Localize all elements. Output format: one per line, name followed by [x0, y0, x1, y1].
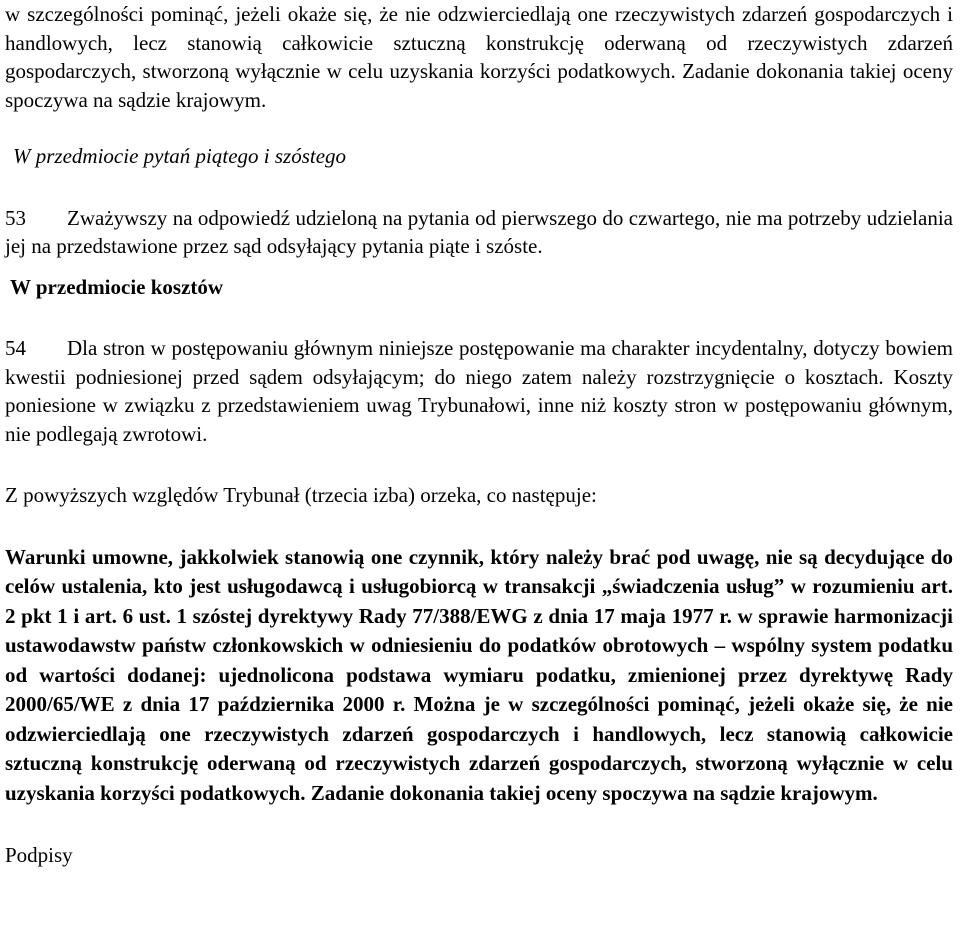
- ruling-intro: Z powyższych względów Trybunał (trzecia izba) orzeka, co następuje:: [5, 483, 597, 507]
- signatures-label: Podpisy: [5, 843, 73, 867]
- paragraph-54: [5, 334, 953, 448]
- paragraph-continuation: w szczególności pominąć, jeżeli okaże się, że nie odzwierciedlają one rzeczywistych zdarzeń gospodarczych i handlowych, lecz stanowią całkowicie sztuczną konstrukcję oderwaną od rzeczywistych zdarzeń gospodarczych, stworzoną wyłącznie w celu uzyskania korzyści podatkowych. Zadanie dokonania takiej oceny spoczywa na sądzie krajowym.: [5, 2, 953, 112]
- section-heading-questions-5-6: W przedmiocie pytań piątego i szóstego: [13, 144, 347, 168]
- paragraph-text: Dla stron w postępowaniu głównym niniejsze postępowanie ma charakter incydentalny, dotyczy bowiem kwestii podniesionej przed sądem odsyłającym; do niego zatem należy rozstrzygnięcie o kosztach. Koszty poniesione w związku z przedstawieniem uwag Trybunałowi, inne niż koszty stron w postępowaniu głównym, nie podlegają zwrotowi.: [5, 336, 953, 446]
- document-page: [5, 0, 953, 870]
- section-heading-costs: W przedmiocie kosztów: [10, 274, 224, 299]
- paragraph-number: 53: [5, 205, 26, 230]
- paragraph-text: Zważywszy na odpowiedź udzieloną na pytania od pierwszego do czwartego, nie ma potrzeby udzielania jej na przedstawione przez sąd odsyłający pytania piąte i szóste.: [5, 205, 953, 258]
- paragraph-53: [5, 204, 953, 261]
- ruling-operative-part: Warunki umowne, jakkolwiek stanowią one czynnik, który należy brać pod uwagę, nie są decydujące do celów ustalenia, kto jest usługodawcą i usługobiorcą w transakcji „świadczenia usług” w rozumieniu art. 2 pkt 1 i art. 6 ust. 1 szóstej dyrektywy Rady 77/388/EWG z dnia 17 maja 1977 r. w sprawie harmonizacji ustawodawstw państw członkowskich w odniesieniu do podatków obrotowych – wspólny system podatku od wartości dodanej: ujednolicona podstawa wymiaru podatku, zmienionej przez dyrektywę Rady 2000/65/WE z dnia 17 października 2000 r. Można je w szczególności pominąć, jeżeli okaże się, że nie odzwierciedlają one rzeczywistych zdarzeń gospodarczych i handlowych, lecz stanowią całkowicie sztuczną konstrukcję oderwaną od rzeczywistych zdarzeń gospodarczych, stworzoną wyłącznie w celu uzyskania korzyści podatkowych. Zadanie dokonania takiej oceny spoczywa na sądzie krajowym.: [5, 544, 953, 805]
- paragraph-number: 54: [5, 336, 26, 360]
